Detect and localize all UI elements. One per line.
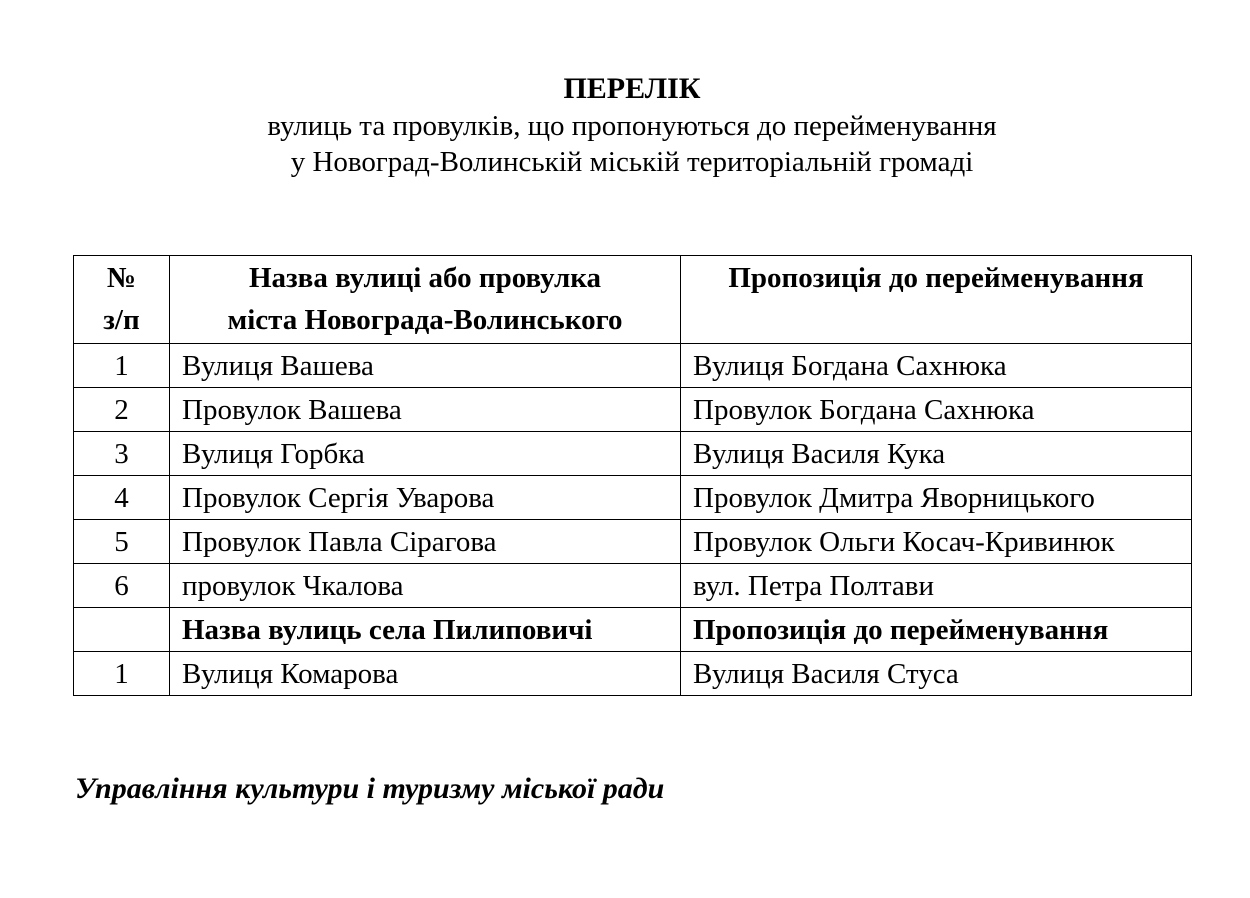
- row-number: 6: [74, 564, 170, 608]
- column-header-number-line-2: з/п: [103, 304, 140, 336]
- document-subtitle-line-2: у Новоград-Волинській міській територіальній громаді: [290, 146, 974, 178]
- column-header-street-name: [170, 256, 681, 344]
- table-row: [74, 652, 1192, 696]
- current-street-name: Провулок Сергія Уварова: [170, 476, 681, 520]
- table-row: [74, 344, 1192, 388]
- column-header-street-name-line-2: міста Новограда-Волинського: [227, 304, 623, 336]
- row-number: 3: [74, 432, 170, 476]
- current-street-name: Провулок Павла Сірагова: [170, 520, 681, 564]
- table-row: [74, 520, 1192, 564]
- proposed-street-name: Провулок Дмитра Яворницького: [681, 476, 1192, 520]
- document-subtitle-line-1: вулиць та провулків, що пропонуються до перейменування: [267, 110, 997, 142]
- table-header-row: [74, 256, 1192, 344]
- table-row: [74, 564, 1192, 608]
- row-number: 2: [74, 388, 170, 432]
- column-header-street-name-line-1: Назва вулиці або провулка: [248, 262, 602, 294]
- document-header: [0, 70, 1250, 180]
- village-subheader-row: [74, 608, 1192, 652]
- proposed-street-name: Вулиця Богдана Сахнюка: [681, 344, 1192, 388]
- row-number: 1: [74, 344, 170, 388]
- proposed-street-name: Провулок Ольги Косач-Кривинюк: [681, 520, 1192, 564]
- table-row: [74, 476, 1192, 520]
- proposed-street-name: Вулиця Василя Стуса: [681, 652, 1192, 696]
- village-subheader-proposal: Пропозиція до перейменування: [681, 608, 1192, 652]
- row-number: 1: [74, 652, 170, 696]
- table-row: [74, 388, 1192, 432]
- column-header-proposal: Пропозиція до перейменування: [681, 256, 1192, 344]
- row-number: 5: [74, 520, 170, 564]
- table-row: [74, 432, 1192, 476]
- row-number: 4: [74, 476, 170, 520]
- current-street-name: провулок Чкалова: [170, 564, 681, 608]
- column-header-number: [74, 256, 170, 344]
- proposed-street-name: Провулок Богдана Сахнюка: [681, 388, 1192, 432]
- current-street-name: Вулиця Вашева: [170, 344, 681, 388]
- column-header-number-line-1: №: [106, 262, 137, 294]
- current-street-name: Вулиця Горбка: [170, 432, 681, 476]
- proposed-street-name: вул. Петра Полтави: [681, 564, 1192, 608]
- current-street-name: Вулиця Комарова: [170, 652, 681, 696]
- renaming-table: [73, 255, 1192, 696]
- department-signature: Управління культури і туризму міської ради: [75, 772, 665, 805]
- document-title: ПЕРЕЛІК: [563, 72, 701, 105]
- current-street-name: Провулок Вашева: [170, 388, 681, 432]
- village-subheader-empty-cell: [74, 608, 170, 652]
- village-subheader-street-name: Назва вулиць села Пилиповичі: [170, 608, 681, 652]
- proposed-street-name: Вулиця Василя Кука: [681, 432, 1192, 476]
